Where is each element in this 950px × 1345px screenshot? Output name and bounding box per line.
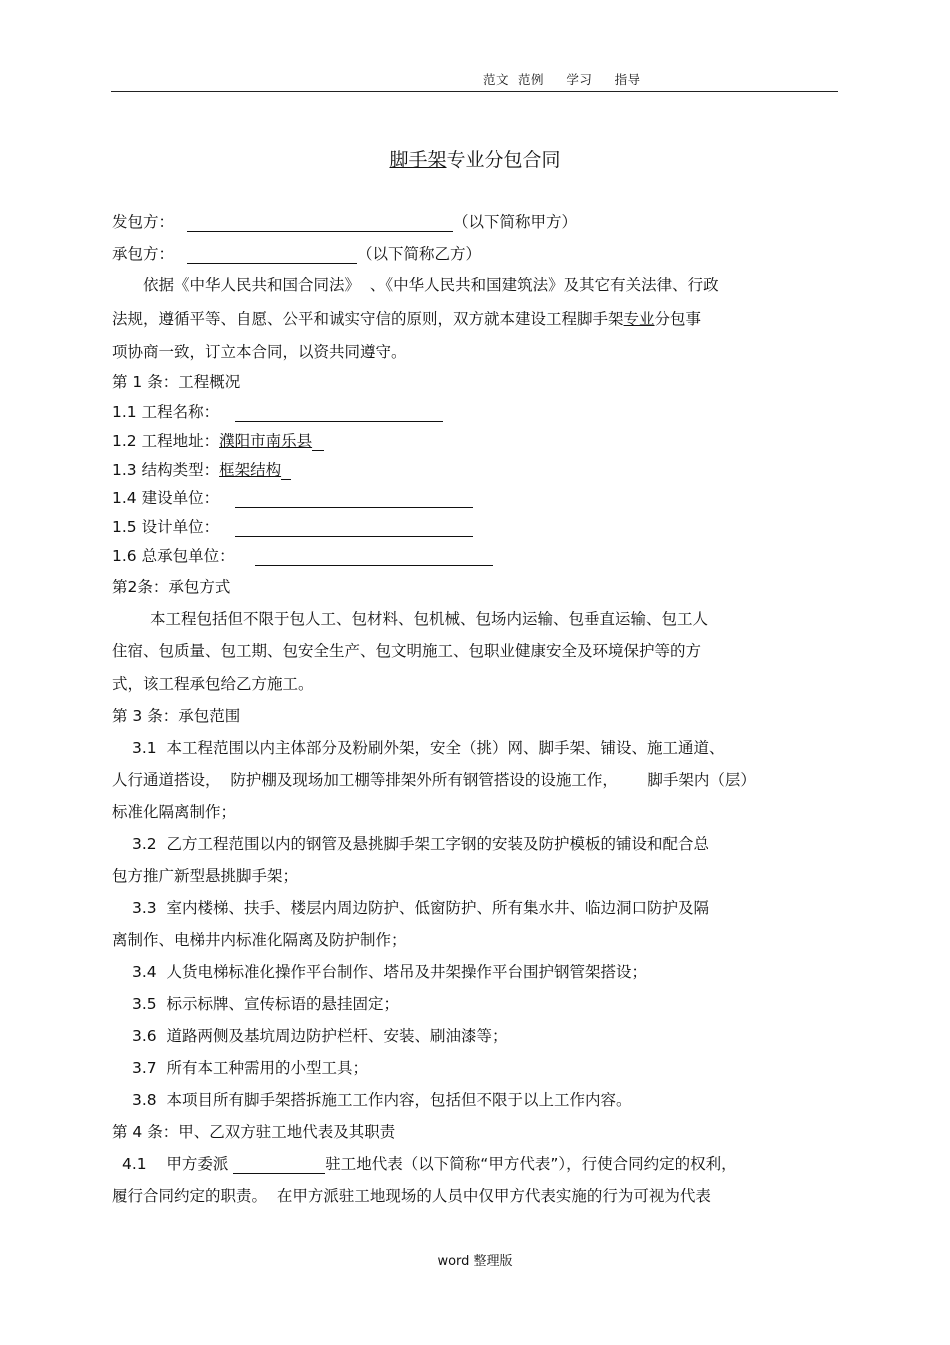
title-part1: 脚手架 xyxy=(389,149,447,171)
art3-line-4: 3.2 乙方工程范围以内的钢管及悬挑脚手架工字钢的安装及防护模板的铺设和配合总 xyxy=(132,835,710,853)
art3-line-7: 离制作、电梯井内标准化隔离及防护制作； xyxy=(112,931,407,949)
art1-owner-blank xyxy=(235,492,473,508)
party-a-line xyxy=(112,212,577,232)
party-b-blank xyxy=(187,248,357,264)
art1-design-blank xyxy=(235,521,473,537)
party-b-suffix: （以下简称乙方） xyxy=(356,245,481,263)
art3-line-10: 3.6 道路两侧及基坑周边防护栏杆、安装、刷油漆等； xyxy=(132,1027,508,1045)
art1-name-blank xyxy=(235,406,443,422)
art1-gc-label: 1.6 总承包单位： xyxy=(112,547,235,565)
art2-line-1: 本工程包括但不限于包人工、包材料、包机械、包场内运输、包垂直运输、包工人 xyxy=(150,610,709,628)
art3-line-5: 包方推广新型悬挑脚手架； xyxy=(112,867,299,885)
party-a-label: 发包方： xyxy=(112,213,175,231)
art1-design-line xyxy=(112,517,473,537)
page-footer: word 整理版 xyxy=(437,1254,513,1269)
art2-heading: 第2条：承包方式 xyxy=(112,578,231,596)
art2-line-2: 住宿、包质量、包工期、包安全生产、包文明施工、包职业健康安全及环境保护等的方 xyxy=(112,642,702,660)
art1-location-blank xyxy=(312,435,324,451)
preamble-text-2: 法规，遵循平等、自愿、公平和诚实守信的原则，双方就本建设工程脚手架 xyxy=(112,310,624,328)
art1-structure-value: 框架结构 xyxy=(219,461,282,479)
art3-line-6: 3.3 室内楼梯、扶手、楼层内周边防护、低窗防护、所有集水井、临边洞口防护及隔 xyxy=(132,899,710,917)
contract-title xyxy=(0,145,950,172)
header-text: 范文 范例 学习 指导 xyxy=(483,72,641,87)
art3-line-1: 3.1 本工程范围以内主体部分及粉刷外架，安全（挑）网、脚手架、铺设、施工通道、 xyxy=(132,739,725,757)
art1-gc-blank xyxy=(255,550,493,566)
art1-location-label: 1.2 工程地址： xyxy=(112,432,220,450)
art4-line-2: 履行合同约定的职责。 在甲方派驻工地现场的人员中仅甲方代表实施的行为可视为代表 xyxy=(112,1187,711,1205)
party-b-label: 承包方： xyxy=(112,245,175,263)
art3-heading: 第 3 条：承包范围 xyxy=(112,707,241,725)
art2-line-3: 式，该工程承包给乙方施工。 xyxy=(112,675,314,693)
preamble-line-1: 依据《中华人民共和国合同法》 、《中华人民共和国建筑法》及其它有关法律、行政 xyxy=(143,276,719,294)
art4-line1-suffix: 驻工地代表（以下简称“甲方代表”），行使合同约定的权利， xyxy=(325,1155,737,1173)
art3-line-8: 3.4 人货电梯标准化操作平台制作、塔吊及井架操作平台围护钢管架搭设； xyxy=(132,963,648,981)
art3-line-3: 标准化隔离制作； xyxy=(112,803,237,821)
page-header xyxy=(111,68,838,92)
preamble-underlined: 专业 xyxy=(623,310,655,328)
party-a-suffix: （以下简称甲方） xyxy=(452,213,577,231)
art1-name-label: 1.1 工程名称： xyxy=(112,403,220,421)
art1-design-label: 1.5 设计单位： xyxy=(112,518,220,536)
party-b-line xyxy=(112,244,481,264)
art1-structure-blank xyxy=(281,464,291,480)
title-part2: 专业分包合同 xyxy=(446,149,561,171)
preamble-text-2b: 分包事 xyxy=(654,310,702,328)
preamble-line-2 xyxy=(112,309,701,329)
art1-structure-label: 1.3 结构类型： xyxy=(112,461,220,479)
art1-location-value: 濮阳市南乐县 xyxy=(219,432,313,450)
art3-line-2: 人行通道搭设， 防护棚及现场加工棚等排架外所有钢管搭设的设施工作， 脚手架内（层） xyxy=(112,771,756,789)
art1-heading: 第 1 条：工程概况 xyxy=(112,373,241,391)
art3-line-11: 3.7 所有本工种需用的小型工具； xyxy=(132,1059,369,1077)
art1-structure-line xyxy=(112,460,291,480)
preamble-line-3: 项协商一致，订立本合同，以资共同遵守。 xyxy=(112,343,407,361)
art4-line-1 xyxy=(122,1154,737,1174)
art4-heading: 第 4 条：甲、乙双方驻工地代表及其职责 xyxy=(112,1123,396,1141)
art1-name-line xyxy=(112,402,443,422)
art4-line1-prefix: 4.1 甲方委派 xyxy=(122,1155,234,1173)
art3-line-12: 3.8 本项目所有脚手架搭拆施工工作内容，包括但不限于以上工作内容。 xyxy=(132,1091,632,1109)
art1-owner-line xyxy=(112,488,473,508)
art3-line-9: 3.5 标示标牌、宣传标语的悬挂固定； xyxy=(132,995,400,1013)
art1-location-line xyxy=(112,431,324,451)
art4-representative-blank xyxy=(233,1158,325,1174)
art1-owner-label: 1.4 建设单位： xyxy=(112,489,220,507)
art1-gc-line xyxy=(112,546,493,566)
party-a-blank xyxy=(187,216,453,232)
